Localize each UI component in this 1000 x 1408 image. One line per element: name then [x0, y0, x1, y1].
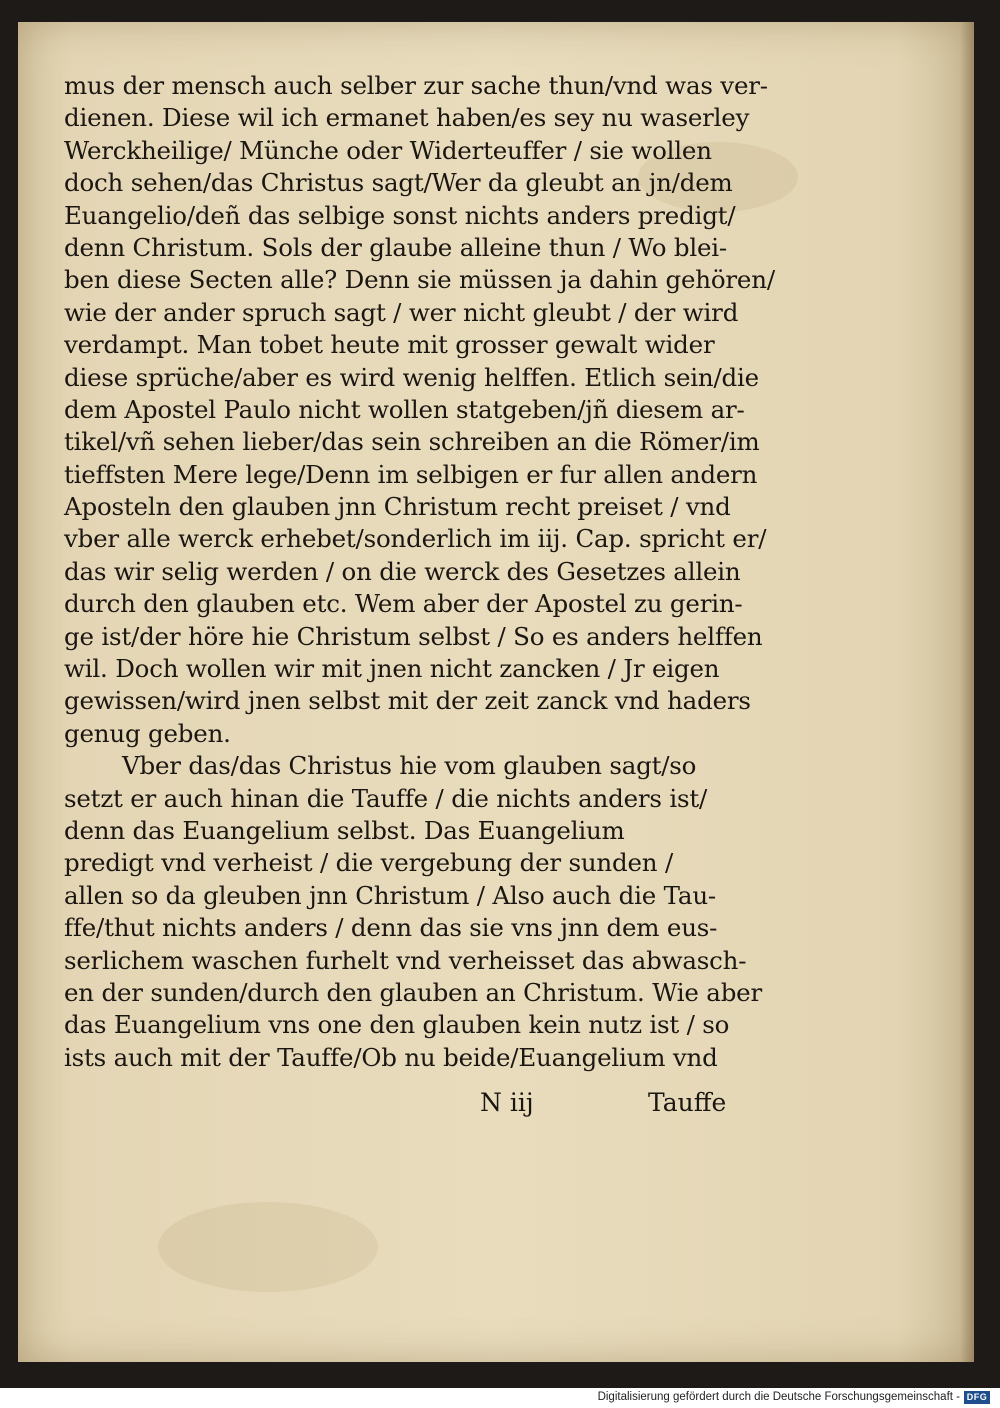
text-line: tikel/vñ sehen lieber/das sein schreiben an die Römer/im — [64, 427, 760, 457]
text-line: allen so da gleuben jnn Christum / Also auch die Tau- — [64, 880, 716, 910]
text-line: ge ist/der höre hie Christum selbst / So es anders helffen — [64, 621, 763, 651]
text-line: verdampt. Man tobet heute mit grosser gewalt wider — [64, 330, 715, 360]
text-line: setzt er auch hinan die Tauffe / die nichts anders ist/ — [64, 783, 708, 813]
catchword: Tauffe — [648, 1088, 727, 1117]
text-line: dienen. Diese wil ich ermanet haben/es sey nu waserley — [64, 103, 750, 133]
text-line: durch den glauben etc. Wem aber der Apostel zu gerin- — [64, 589, 743, 619]
signature-mark: N iij — [480, 1088, 534, 1117]
paragraph-start-line: Vber das/das Christus hie vom glauben sagt/so — [122, 751, 697, 781]
text-line: das wir selig werden / on die werck des Gesetzes allein — [64, 556, 741, 586]
text-line: das Euangelium vns one den glauben kein nutz ist / so — [64, 1010, 730, 1040]
text-line: Aposteln den glauben jnn Christum recht preiset / vnd — [64, 492, 731, 522]
text-line: predigt vnd verheist / die vergebung der sunden / — [64, 848, 674, 878]
text-line: ffe/thut nichts anders / denn das sie vns jnn dem eus- — [64, 913, 718, 943]
credit-bar — [0, 1388, 1000, 1408]
text-line: denn Christum. Sols der glaube alleine thun / Wo blei- — [64, 232, 727, 262]
text-line: ists auch mit der Tauffe/Ob nu beide/Euangelium vnd — [64, 1042, 718, 1072]
text-line: en der sunden/durch den glauben an Christum. Wie aber — [64, 977, 762, 1007]
text-line: denn das Euangelium selbst. Das Euangelium — [64, 815, 625, 845]
funding-credit: Digitalisierung gefördert durch die Deutsche Forschungsgemeinschaft - — [597, 1391, 960, 1403]
text-line: doch sehen/das Christus sagt/Wer da gleubt an jn/dem — [64, 168, 733, 198]
text-line: diese sprüche/aber es wird wenig helffen. Etlich sein/die — [64, 362, 759, 392]
text-line: genug geben. — [64, 718, 231, 748]
page-footer — [18, 1084, 974, 1124]
text-line: Werckheilige/ Münche oder Widerteuffer / sie wollen — [64, 135, 712, 165]
text-line: mus der mensch auch selber zur sache thun/vnd was ver- — [64, 71, 768, 100]
text-line: tieffsten Mere lege/Denn im selbigen er fur allen andern — [64, 459, 758, 489]
paper-stain — [158, 1202, 378, 1292]
dfg-logo: DFG — [964, 1391, 990, 1404]
text-line: serlichem waschen furhelt vnd verheisset das abwasch- — [64, 945, 747, 975]
text-line: vber alle werck erhebet/sonderlich im iij. Cap. spricht er/ — [64, 524, 767, 554]
page-edge-shadow — [960, 22, 974, 1362]
text-line: wil. Doch wollen wir mit jnen nicht zancken / Jr eigen — [64, 654, 720, 684]
text-line: ben diese Secten alle? Denn sie müssen ja dahin gehören/ — [64, 265, 775, 295]
text-line: gewissen/wird jnen selbst mit der zeit zanck vnd haders — [64, 686, 751, 716]
text-line: dem Apostel Paulo nicht wollen statgeben/jñ diesem ar- — [64, 394, 745, 424]
body-text — [64, 70, 794, 1074]
text-line: Euangelio/deñ das selbige sonst nichts anders predigt/ — [64, 200, 736, 230]
text-line: wie der ander spruch sagt / wer nicht gleubt / der wird — [64, 297, 739, 327]
book-page — [18, 22, 974, 1362]
